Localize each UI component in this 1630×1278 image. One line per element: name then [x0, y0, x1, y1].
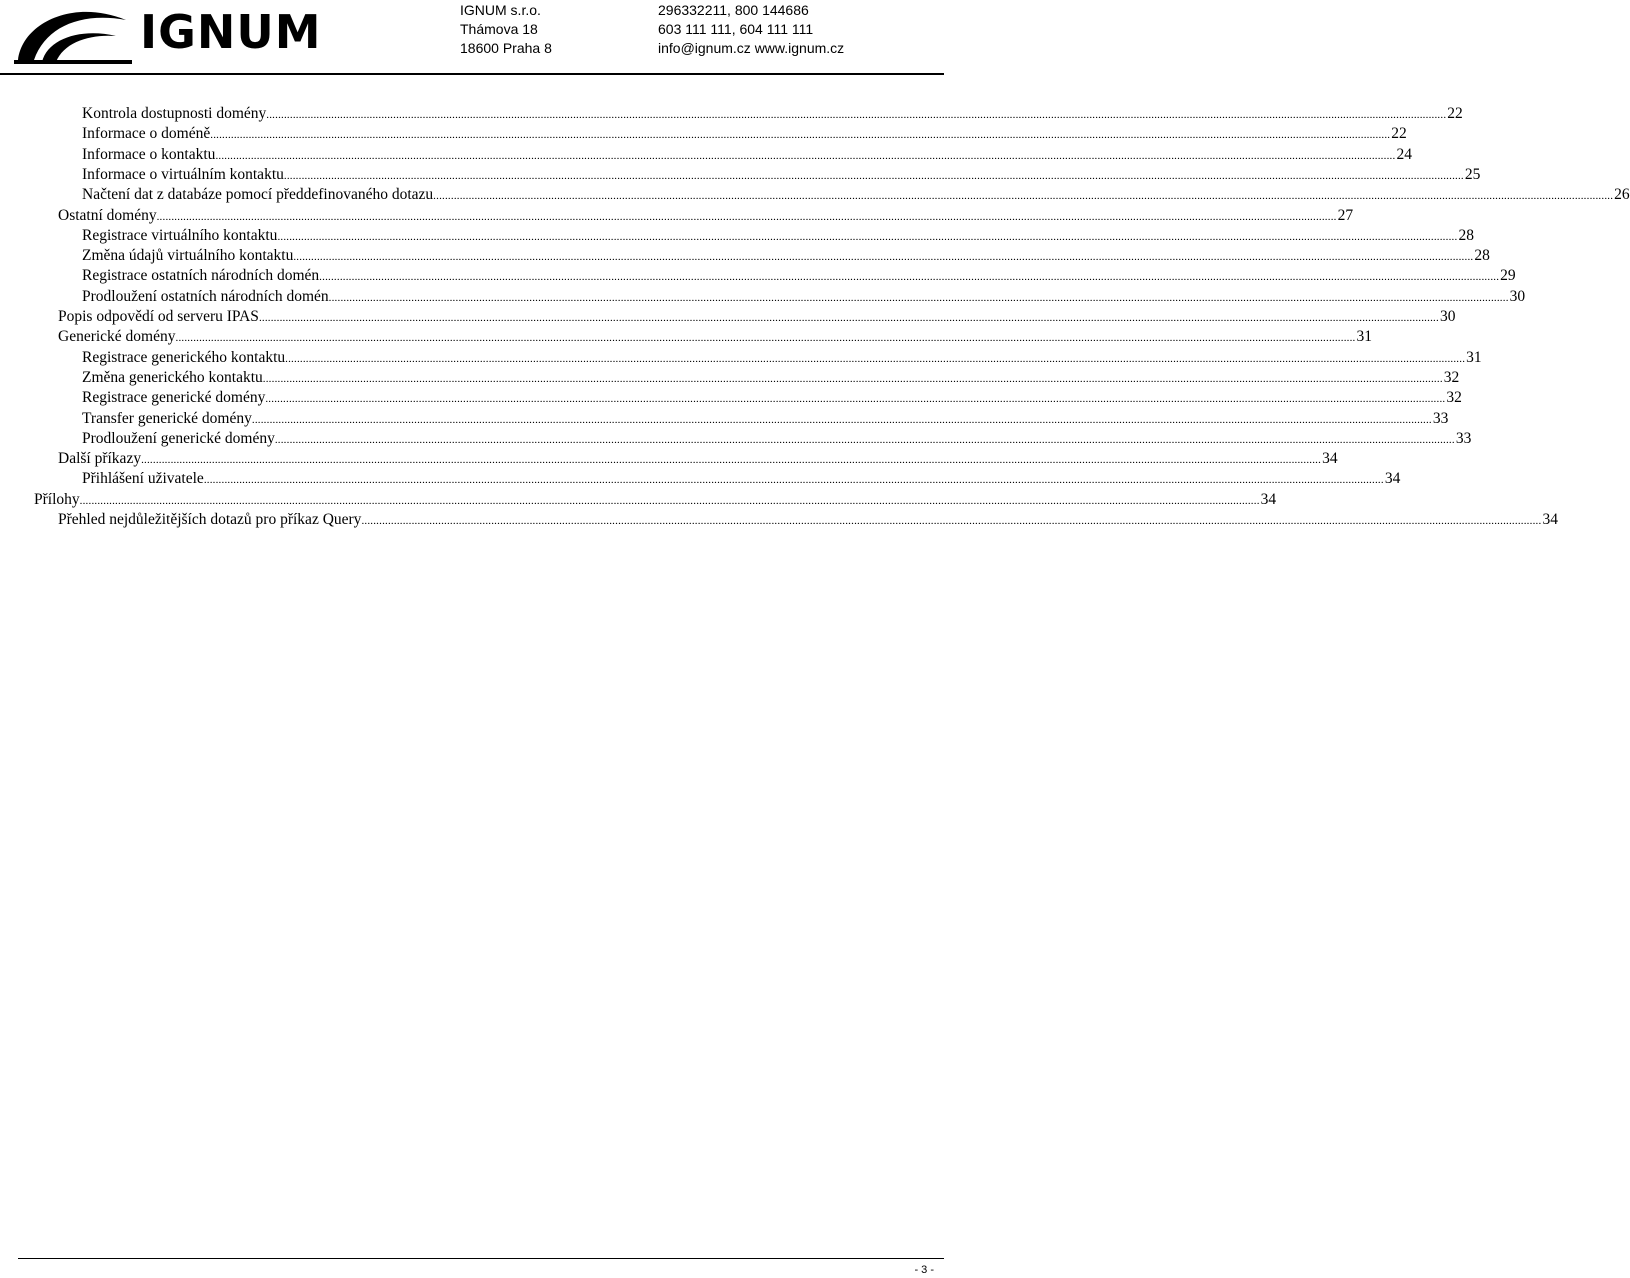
toc-dot-leader: ................................................................................................................................................................................................................................................................................................................................................................................................................: [285, 352, 1466, 365]
toc-entry[interactable]: [82, 266, 1516, 286]
toc-entry-title: Přílohy: [34, 490, 80, 508]
toc-entry-title: Kontrola dostupnosti domény: [82, 105, 267, 122]
toc-entry-title: Popis odpovědí od serveru IPAS: [58, 308, 259, 325]
toc-entry-title: Informace o kontaktu: [82, 145, 216, 163]
toc-entry[interactable]: [82, 429, 1472, 449]
toc-entry[interactable]: [82, 124, 1407, 144]
toc-entry[interactable]: [82, 409, 1449, 429]
toc-dot-leader: ................................................................................................................................................................................................................................................................................................................................................................................................................: [215, 149, 1396, 162]
toc-entry-page: 33: [1455, 429, 1472, 447]
header-divider: [0, 73, 944, 75]
toc-entry-title: Ostatní domény: [58, 206, 157, 224]
page-number: - 3 -: [914, 1264, 934, 1276]
toc-entry-page: 28: [1458, 226, 1474, 244]
contact-mobiles: 603 111 111, 604 111 111: [658, 21, 814, 37]
toc-entry[interactable]: [34, 490, 1277, 510]
toc-entry-title: Registrace virtuálního kontaktu: [82, 226, 278, 244]
toc-entry-title: Registrace generického kontaktu: [82, 348, 286, 366]
toc-entry[interactable]: [82, 388, 1462, 408]
toc-dot-leader: ................................................................................................................................................................................................................................................................................................................................................................................................................: [274, 433, 1455, 446]
company-city: 18600 Praha 8: [460, 40, 552, 56]
toc-dot-leader: ................................................................................................................................................................................................................................................................................................................................................................................................................: [79, 494, 1260, 507]
toc-entry-title: Transfer generické domény: [82, 409, 252, 427]
toc-dot-leader: ................................................................................................................................................................................................................................................................................................................................................................................................................: [293, 251, 1474, 264]
toc-entry-page: 22: [1447, 105, 1463, 122]
toc-dot-leader: ................................................................................................................................................................................................................................................................................................................................................................................................................: [277, 230, 1458, 243]
toc-entry-title: Informace o doméně: [82, 125, 211, 143]
toc-entry-title: Informace o virtuálním kontaktu: [82, 165, 284, 183]
toc-entry[interactable]: [82, 145, 1412, 165]
toc-entry-page: 29: [1500, 267, 1516, 285]
toc-dot-leader: ................................................................................................................................................................................................................................................................................................................................................................................................................: [361, 515, 1542, 527]
logo-wordmark: IGNUM: [140, 5, 322, 59]
toc-entry-page: 26: [1614, 186, 1630, 204]
toc-entry[interactable]: [82, 104, 1463, 124]
toc-entry-title: Změna generického kontaktu: [82, 368, 263, 386]
toc-entry[interactable]: [82, 226, 1474, 246]
toc-entry[interactable]: [82, 185, 1630, 205]
toc-entry-page: 32: [1443, 368, 1460, 386]
toc-entry[interactable]: [58, 206, 1354, 226]
toc-entry-page: 34: [1542, 511, 1558, 528]
toc-entry[interactable]: [82, 246, 1490, 266]
toc-entry-title: Načtení dat z databáze pomocí předdefinovaného dotazu: [82, 186, 434, 204]
company-name: IGNUM s.r.o.: [460, 2, 541, 18]
toc-dot-leader: ................................................................................................................................................................................................................................................................................................................................................................................................................: [175, 332, 1356, 345]
toc-dot-leader: ................................................................................................................................................................................................................................................................................................................................................................................................................: [433, 190, 1614, 203]
toc-entry-title: Registrace generické domény: [82, 389, 266, 407]
ignum-logo: [12, 2, 322, 72]
toc-entry[interactable]: [82, 469, 1401, 489]
toc-entry-title: Prodloužení generické domény: [82, 429, 275, 447]
toc-dot-leader: ................................................................................................................................................................................................................................................................................................................................................................................................................: [266, 109, 1447, 121]
toc-entry[interactable]: [82, 165, 1481, 185]
company-address: [460, 1, 552, 58]
toc-entry-title: Přihlášení uživatele: [82, 470, 204, 488]
toc-entry[interactable]: [82, 287, 1526, 307]
toc-entry-title: Změna údajů virtuálního kontaktu: [82, 247, 294, 265]
toc-entry-page: 30: [1439, 308, 1456, 325]
toc-entry-page: 32: [1446, 389, 1462, 407]
toc-entry[interactable]: [58, 510, 1558, 530]
toc-dot-leader: ................................................................................................................................................................................................................................................................................................................................................................................................................: [156, 210, 1337, 223]
toc-entry[interactable]: [58, 449, 1338, 469]
toc-entry[interactable]: [58, 327, 1372, 347]
toc-entry-page: 31: [1466, 348, 1482, 366]
toc-entry[interactable]: [82, 368, 1460, 388]
toc-dot-leader: ................................................................................................................................................................................................................................................................................................................................................................................................................: [328, 291, 1509, 304]
toc-entry-title: Přehled nejdůležitějších dotazů pro příkaz Query: [58, 511, 362, 528]
toc-entry-page: 22: [1391, 125, 1407, 143]
toc-entry-title: Generické domény: [58, 328, 176, 346]
toc-entry-page: 30: [1509, 287, 1526, 305]
toc-dot-leader: ................................................................................................................................................................................................................................................................................................................................................................................................................: [265, 393, 1446, 406]
toc-entry-title: Prodloužení ostatních národních domén: [82, 287, 329, 305]
toc-dot-leader: ................................................................................................................................................................................................................................................................................................................................................................................................................: [251, 413, 1432, 426]
toc-entry-page: 27: [1337, 206, 1354, 224]
toc-dot-leader: ................................................................................................................................................................................................................................................................................................................................................................................................................: [283, 169, 1464, 182]
toc-entry-title: Registrace ostatních národních domén: [82, 267, 320, 285]
toc-entry[interactable]: [82, 348, 1482, 368]
toc-dot-leader: ................................................................................................................................................................................................................................................................................................................................................................................................................: [258, 312, 1439, 324]
toc-entry-page: 34: [1384, 470, 1401, 488]
toc-entry-page: 33: [1432, 409, 1449, 427]
toc-dot-leader: ................................................................................................................................................................................................................................................................................................................................................................................................................: [262, 372, 1443, 385]
toc-dot-leader: ................................................................................................................................................................................................................................................................................................................................................................................................................: [319, 271, 1500, 284]
toc-entry-page: 34: [1260, 490, 1277, 508]
toc-dot-leader: ................................................................................................................................................................................................................................................................................................................................................................................................................: [210, 129, 1391, 142]
toc-entry[interactable]: [58, 307, 1456, 327]
toc-entry-page: 24: [1396, 145, 1412, 163]
contact-phones: 296332211, 800 144686: [658, 2, 809, 18]
toc-dot-leader: ................................................................................................................................................................................................................................................................................................................................................................................................................: [203, 474, 1384, 487]
toc-entry-page: 31: [1356, 328, 1372, 346]
toc-entry-page: 34: [1322, 450, 1338, 468]
toc-dot-leader: ................................................................................................................................................................................................................................................................................................................................................................................................................: [141, 454, 1322, 467]
company-street: Thámova 18: [460, 21, 538, 37]
footer-divider: [18, 1258, 944, 1259]
ignum-logo-mark-icon: [12, 2, 136, 68]
company-contact: [658, 1, 844, 58]
toc-entry-page: 25: [1464, 165, 1481, 183]
toc-entry-title: Další příkazy: [58, 450, 142, 468]
contact-web: info@ignum.cz www.ignum.cz: [658, 40, 845, 56]
page-header: [0, 0, 960, 76]
toc-entry-page: 28: [1474, 247, 1490, 265]
